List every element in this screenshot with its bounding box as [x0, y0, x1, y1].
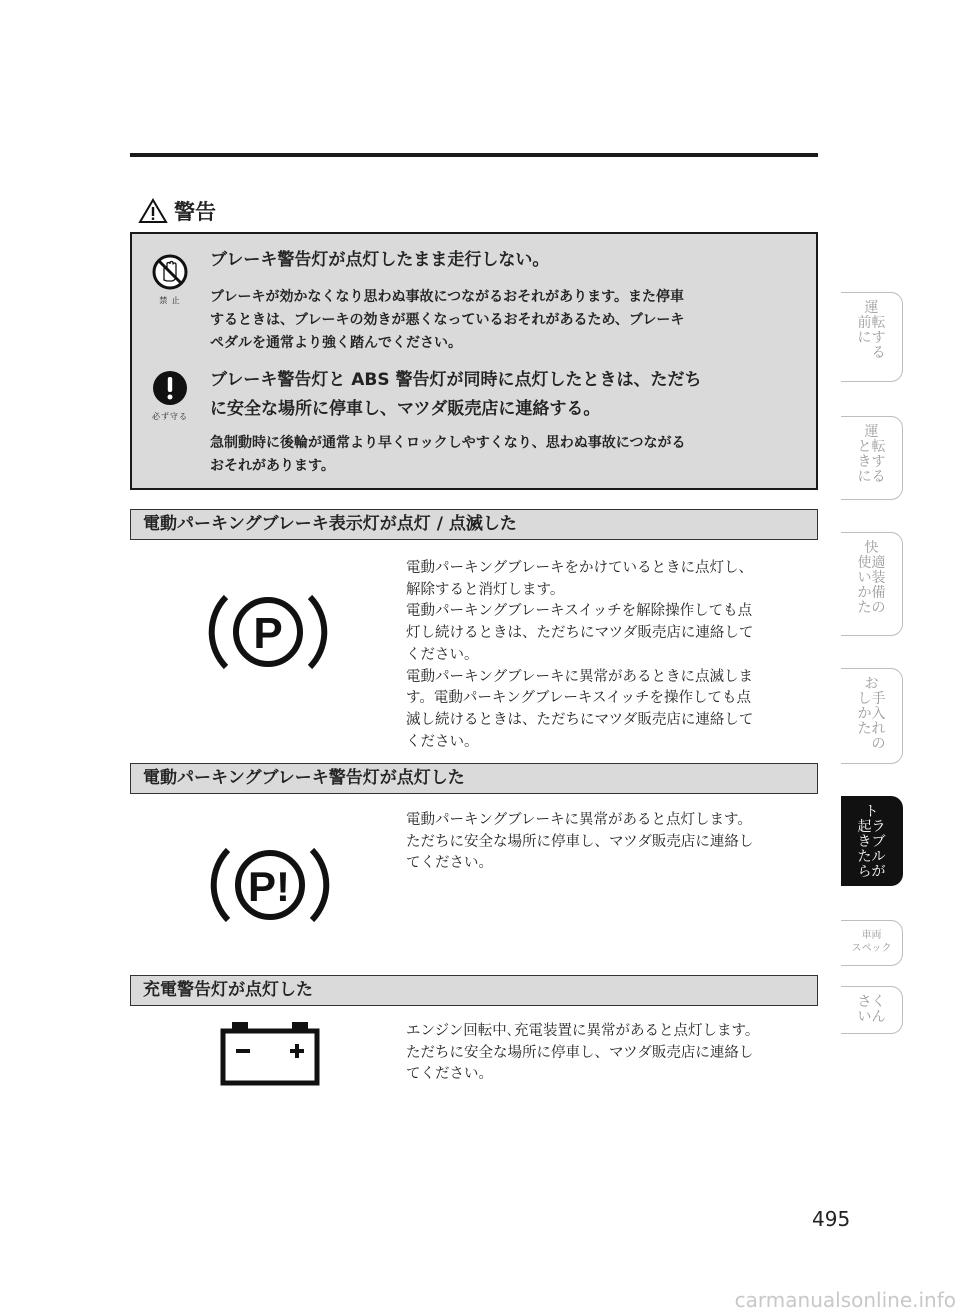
mandatory-symbol: [148, 370, 192, 422]
parking-brake-warning-icon: [206, 840, 334, 930]
side-tab-index[interactable]: さく いん: [841, 986, 903, 1034]
section-description: エンジン回転中､充電装置に異常があると点灯します。 ただちに安全な場所に停車し、マツダ販売店に連絡し てください。: [406, 1023, 760, 1083]
warning-item-heading: ブレーキ警告灯と ABS 警告灯が同時に点灯したときは、ただち に安全な場所に停車し、マツダ販売店に連絡する。: [210, 370, 702, 419]
warning-title: 警告: [174, 200, 216, 224]
section-description: 電動パーキングブレーキに異常があると点灯します。 ただちに安全な場所に停車し、マツダ販売店に連絡し てください。: [406, 812, 754, 872]
prohibit-hand-icon: [152, 254, 188, 290]
page-number: 495: [812, 1207, 851, 1231]
parking-brake-indicator-icon: [204, 587, 332, 677]
side-tab-trouble[interactable]: ト 起ラ きブ たル らが: [841, 796, 903, 886]
prohibit-label: 禁 止: [159, 296, 181, 305]
side-tab-comfort-equipment[interactable]: 快 使適 い装 か備 たの: [841, 532, 903, 636]
prohibit-symbol: [148, 254, 192, 306]
side-tab-before-driving[interactable]: 運 前転 にす る: [841, 292, 903, 382]
side-tab-maintenance[interactable]: お し手 か入 たれ の: [841, 668, 903, 764]
warning-box: [130, 232, 818, 490]
battery-minus: [236, 1049, 250, 1053]
top-rule: [130, 153, 818, 157]
battery-plus-v: [295, 1044, 299, 1058]
warning-item-body: 急制動時に後輪が通常より早くロックしやすくなり、思わぬ事故につながる おそれがあります。: [210, 435, 686, 474]
section-description: 電動パーキングブレーキをかけているときに点灯し、 解除すると消灯します。 電動パーキングブレーキスイッチを解除操作しても点 灯し続けるときは、ただちにマツダ販売店に連絡して ください。 電動パーキングブレーキに異常があるときに点滅しま す。電動パーキングブレーキスイッチを操作しても点 滅し続けるときは、ただちにマツダ販売店に連絡して ください。: [406, 560, 754, 750]
warning-item-heading: ブレーキ警告灯が点灯したまま走行しない。: [210, 250, 550, 270]
mandatory-label: 必ず守る: [152, 412, 188, 421]
warning-triangle-icon: [138, 198, 168, 224]
exclamation-circle-icon: [152, 370, 188, 406]
svg-text:P!: P!: [248, 863, 290, 910]
warning-header: [138, 196, 216, 226]
svg-text:P: P: [253, 609, 283, 658]
section-title: 電動パーキングブレーキ表示灯が点灯 / 点滅した: [130, 509, 818, 540]
side-tab-specs[interactable]: 車両 スペック: [841, 920, 903, 966]
battery-charge-warning-icon: [220, 1022, 320, 1086]
watermark: carmanualsonline.info: [734, 1288, 956, 1312]
warning-item-body: ブレーキが効かなくなり思わぬ事故につながるおそれがあります。また停車 するときは、ブレーキの効きが悪くなっているおそれがあるため、ブレーキ ペダルを通常より強く踏んでください。: [210, 289, 685, 351]
section-title: 充電警告灯が点灯した: [130, 975, 818, 1006]
side-tab-when-driving[interactable]: 運 と転 きす にる: [841, 416, 903, 500]
section-title: 電動パーキングブレーキ警告灯が点灯した: [130, 763, 818, 794]
